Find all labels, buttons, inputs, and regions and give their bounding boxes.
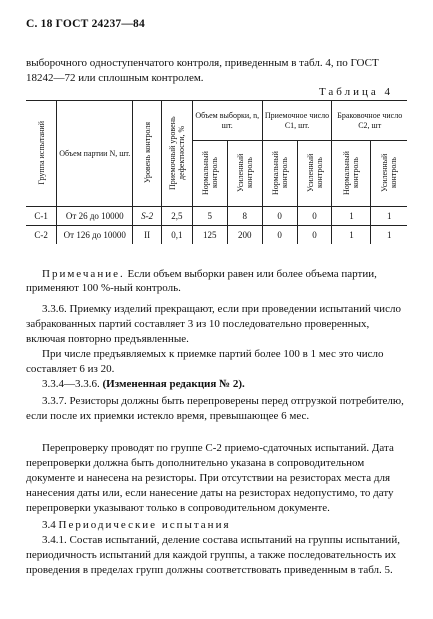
cell-c1-strict: 0 — [297, 226, 332, 245]
sub-strict: Усиленный контроль — [371, 141, 407, 207]
sub-strict: Усиленный контроль — [227, 141, 262, 207]
table-4 — [26, 100, 407, 244]
header-defect: Приемочный уровень дефектности, % — [162, 101, 193, 207]
paragraph-3-4-1: 3.4.1. Состав испытаний, деление состава испытаний на группы испытаний, периодичность испытаний для каждой группы, а также последовательность их проведения в пределах групп должны соответствовать приведенным в табл. 5. — [26, 534, 400, 576]
table-row — [26, 226, 407, 245]
cell-lot: От 126 до 10000 — [57, 226, 133, 245]
table-row — [26, 207, 407, 226]
cell-lot: От 26 до 10000 — [57, 207, 133, 226]
cell-c1-strict: 0 — [297, 207, 332, 226]
amendment-note: (Измененная редакция № 2). — [102, 378, 245, 390]
cell-c1-normal: 0 — [262, 207, 297, 226]
paragraph-3-3-7: 3.3.7. Резисторы должны быть перепроверены перед отгрузкой потребителю, если после их приемки истекло время, превышающее 6 мес. — [26, 395, 404, 422]
table-note — [26, 267, 407, 295]
paragraph-3-3-6-cont: При числе предъявляемых к приемке партий более 100 в 1 мес это число составляет 6 из 20. — [26, 348, 384, 375]
cell-c2-normal: 1 — [332, 226, 371, 245]
paragraph-3-3-7-cont: Перепроверку проводят по группе С-2 приемо-сдаточных испытаний. Дата перепроверки должна быть дополнительно указана в сопроводительном документе и нанесена на резисторы. При отсутствии на резисторах места для нанесения даты или, если нанесение даты на резисторах недопустимо, то дату перепроверки указывают только в сопроводительном документе. — [26, 442, 394, 514]
cell-n-normal: 125 — [192, 226, 227, 245]
header-sample: Объем выборки, n, шт. — [192, 101, 262, 141]
paragraph-3-3-6: 3.3.6. Приемку изделий прекращают, если при проведении испытаний число забракованных партий составляет 3 из 10 последовательно проверенных, включая повторно предъявленные. — [26, 303, 401, 345]
cell-c1-normal: 0 — [262, 226, 297, 245]
header-group: Группа испытаний — [26, 101, 57, 207]
cell-defect: 2,5 — [162, 207, 193, 226]
header-accept: Приемочное число C1, шт. — [262, 101, 332, 141]
lead-paragraph: выборочного одноступенчатого контроля, приведенным в табл. 4, по ГОСТ 18242—72 или сплошным контролем. — [26, 57, 379, 84]
paragraph-amendment: 3.3.4—3.3.6. (Измененная редакция № 2). — [42, 378, 245, 390]
header-reject: Браковочное число C2, шт — [332, 101, 407, 141]
header-lot: Объем партии N, шт. — [57, 101, 133, 207]
cell-level: II — [133, 226, 162, 245]
sub-normal: Нормальный контроль — [262, 141, 297, 207]
sub-strict: Усиленный контроль — [297, 141, 332, 207]
cell-c2-normal: 1 — [332, 207, 371, 226]
header-level: Уровень контроля — [133, 101, 162, 207]
section-3-4-heading: 3.4 Периодические испытания — [42, 519, 231, 531]
table-caption: Таблица 4 — [318, 86, 393, 98]
sub-normal: Нормальный контроль — [332, 141, 371, 207]
cell-level: S-2 — [133, 207, 162, 226]
page-header: С. 18 ГОСТ 24237—84 — [26, 18, 145, 30]
cell-group: С-1 — [26, 207, 57, 226]
sub-normal: Нормальный контроль — [192, 141, 227, 207]
cell-c2-strict: 1 — [371, 226, 407, 245]
cell-n-strict: 200 — [227, 226, 262, 245]
note-label: Примечание. — [42, 268, 125, 280]
cell-defect: 0,1 — [162, 226, 193, 245]
note-text: Если объем выборки равен или более объема партии, применяют 100 %-ный контроль. — [26, 268, 377, 294]
cell-n-normal: 5 — [192, 207, 227, 226]
cell-n-strict: 8 — [227, 207, 262, 226]
cell-c2-strict: 1 — [371, 207, 407, 226]
cell-group: С-2 — [26, 226, 57, 245]
